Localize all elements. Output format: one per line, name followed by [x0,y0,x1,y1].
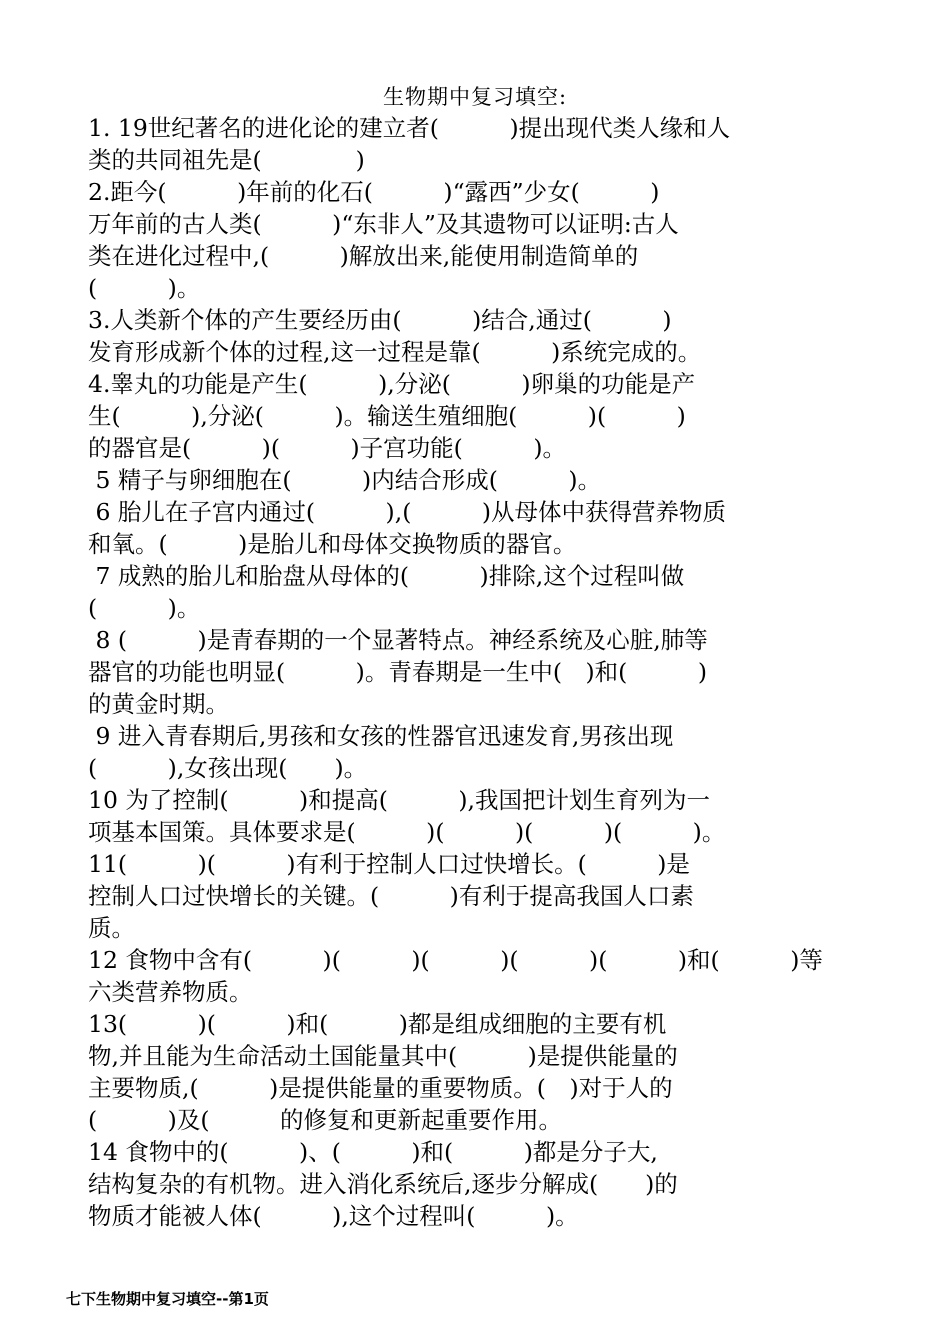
text-line: 14 食物中的( )、( )和( )都是分子大, [88,1138,658,1166]
text-line: 和氧。( )是胎儿和母体交换物质的器官。 [88,530,577,558]
text-line: 六类营养物质。 [88,978,253,1006]
text-line: 3.人类新个体的产生要经历由( )结合,通过( ) [88,306,672,334]
text-line: 10 为了控制( )和提高( ),我国把计划生育列为一 [88,786,711,814]
text-line: 器官的功能也明显( )。青春期是一生中( )和( ) [88,658,708,686]
page-title: 生物期中复习填空: [382,85,568,109]
question-text [88,112,948,1232]
text-line: 发育形成新个体的过程,这一过程是靠( )系统完成的。 [88,338,702,366]
text-line: 12 食物中含有( )( )( )( )( )和( )等 [88,946,823,974]
text-line: 项基本国策。具体要求是( )( )( )( )。 [88,818,726,846]
text-line: 13( )( )和( )都是组成细胞的主要有机 [88,1010,667,1038]
text-line: 质。 [88,914,135,942]
text-line: 1. 19世纪著名的进化论的建立者( )提出现代类人缘和人 [88,114,731,142]
text-line: 结构复杂的有机物。进入消化系统后,逐步分解成( )的 [88,1170,678,1198]
text-line: 万年前的古人类( )“东非人”及其遗物可以证明:古人 [88,210,679,238]
text-line: 11( )( )有利于控制人口过快增长。( )是 [88,850,690,878]
text-line: 9 进入青春期后,男孩和女孩的性器官迅速发育,男孩出现 [88,722,674,750]
text-line: ( )。 [88,274,201,302]
text-line: ( )及( 的修复和更新起重要作用。 [88,1106,563,1134]
text-line: 5 精子与卵细胞在( )内结合形成( )。 [88,466,602,494]
text-line: 物质才能被人体( ),这个过程叫( )。 [88,1202,579,1230]
text-line: ( )。 [88,594,201,622]
text-line: 7 成熟的胎儿和胎盘从母体的( )排除,这个过程叫做 [88,562,685,590]
text-line: 生( ),分泌( )。输送生殖细胞( )( ) [88,402,686,430]
text-line: 2.距今( )年前的化石( )“露西”少女( ) [88,178,660,206]
text-line: 的器官是( )( )子宫功能( )。 [88,434,567,462]
page-footer: 七下生物期中复习填空--第1页 [66,1290,269,1308]
text-line: 主要物质,( )是提供能量的重要物质。( )对于人的 [88,1074,673,1102]
text-line: 8 ( )是青春期的一个显著特点。神经系统及心脏,肺等 [88,626,708,654]
text-line: 4.睾丸的功能是产生( ),分泌( )卵巢的功能是产 [88,370,696,398]
text-line: 物,并且能为生命活动土国能量其中( )是提供能量的 [88,1042,678,1070]
text-line: 的黄金时期。 [88,690,229,718]
text-line: 控制人口过快增长的关键。( )有利于提高我国人口素 [88,882,694,910]
text-line: 类在进化过程中,( )解放出来,能使用制造简单的 [88,242,639,270]
text-line: 类的共同祖先是( ) [88,146,365,174]
text-line: 6 胎儿在子宫内通过( ),( )从母体中获得营养物质 [88,498,727,526]
text-line: ( ),女孩出现( )。 [88,754,368,782]
